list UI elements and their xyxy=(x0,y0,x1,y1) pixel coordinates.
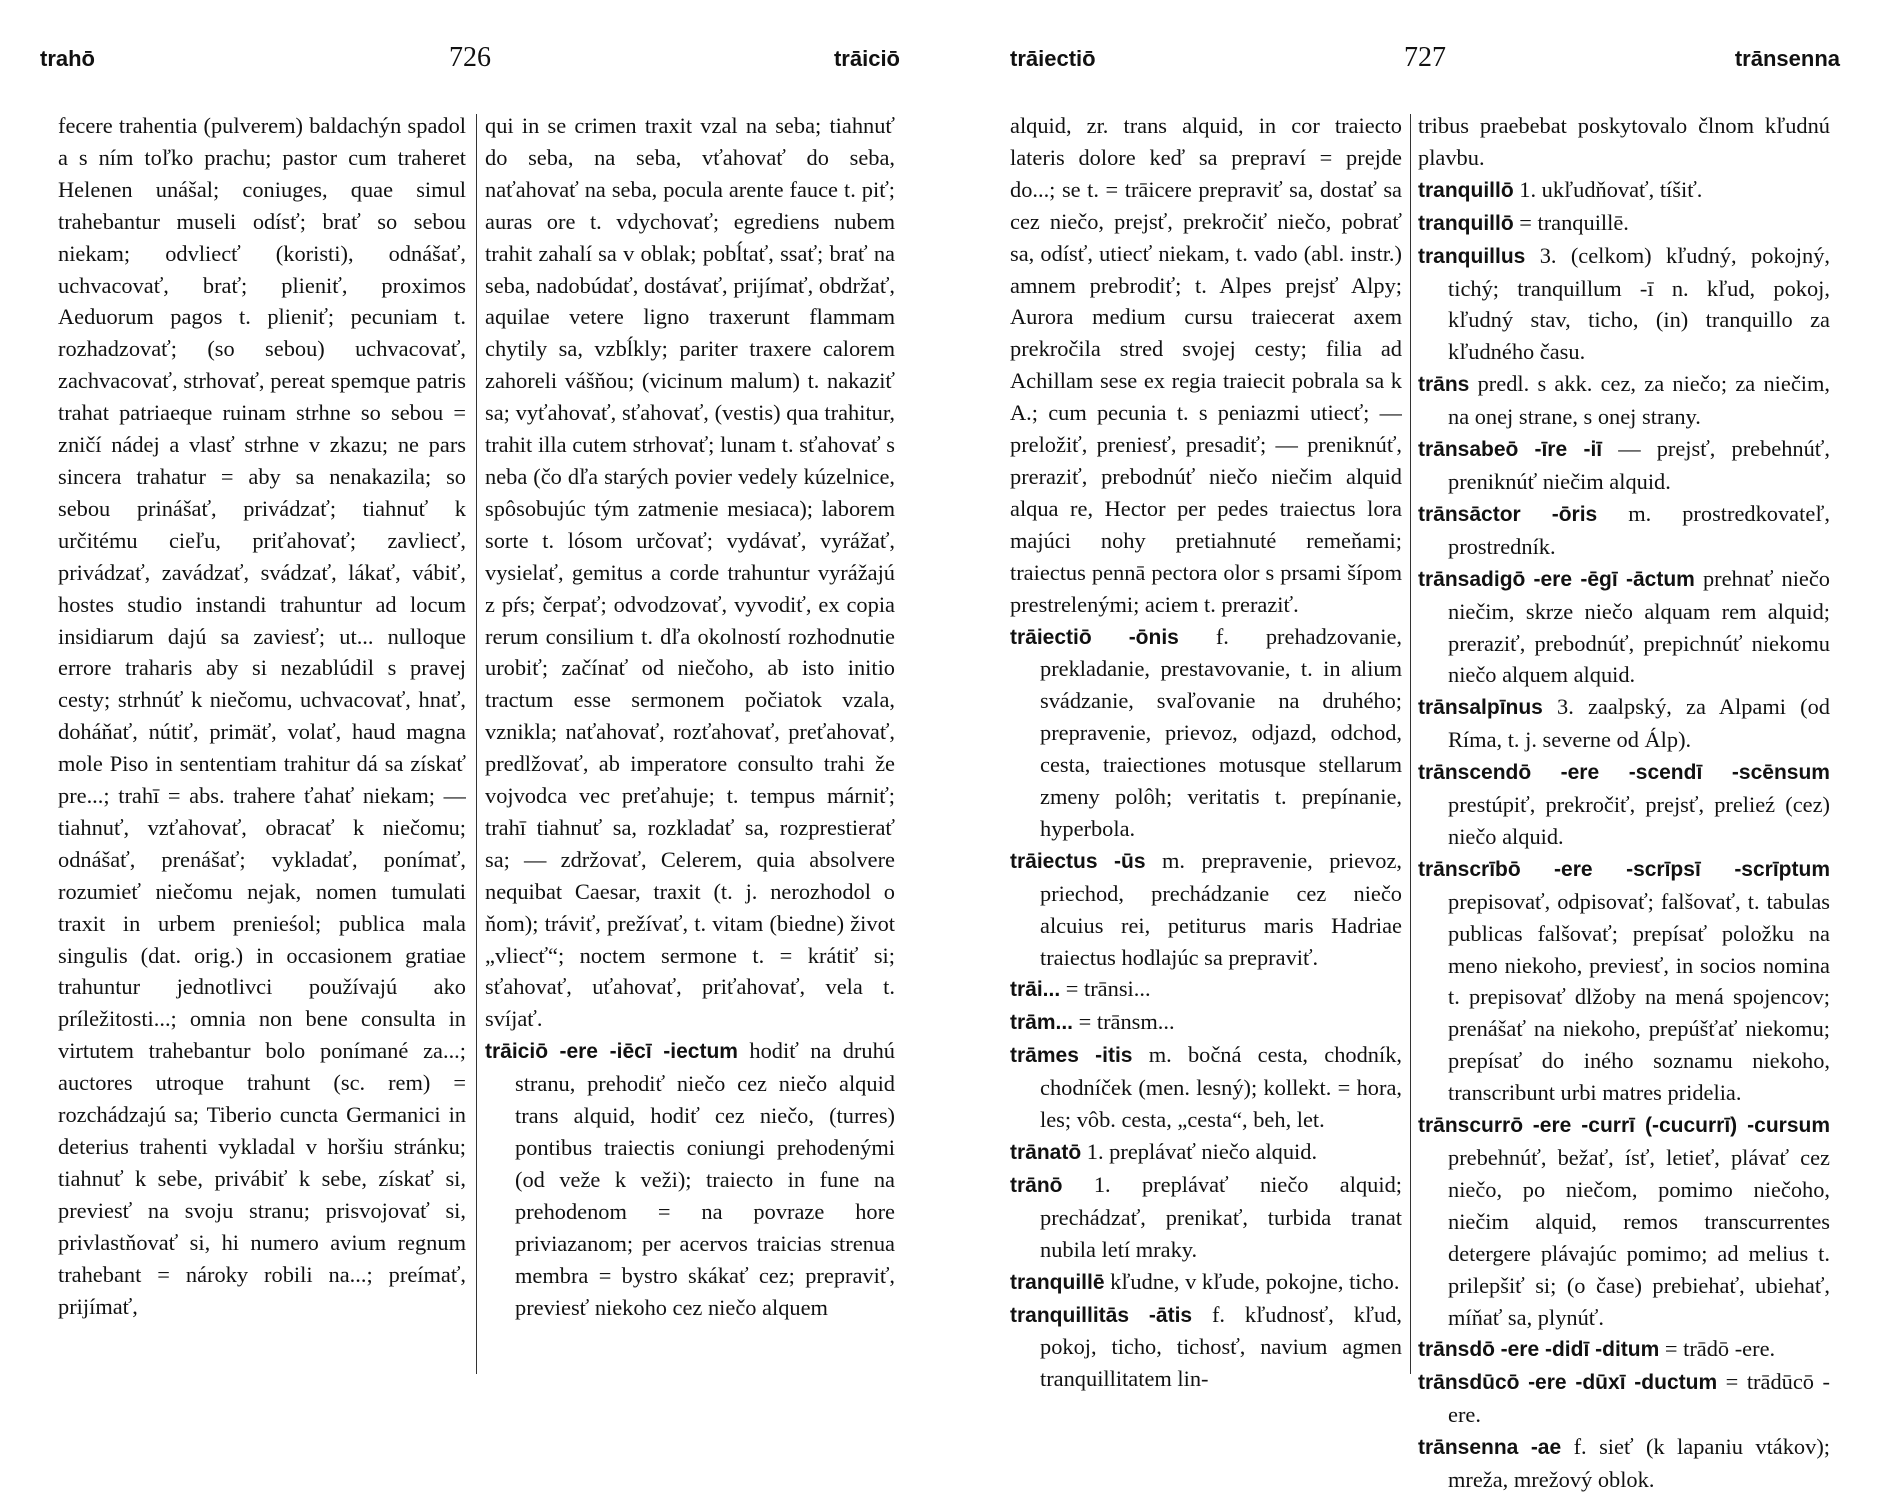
entry-inflection: -ūs xyxy=(1114,849,1146,873)
entry-inflection: -ōris xyxy=(1551,502,1598,526)
entry-headword: tranquillus xyxy=(1418,244,1526,268)
entry-inflection: -ere -currī (-cucurrī) -cursum xyxy=(1532,1114,1830,1138)
entry-definition: predl. s akk. cez, za niečo; za niečim, na onej strane, s onej strany. xyxy=(1448,371,1830,430)
entry-headword: trāmes xyxy=(1010,1044,1079,1068)
entry-headword: trānsadigō xyxy=(1418,567,1526,591)
entry-headword: trānsdūcō xyxy=(1418,1371,1520,1395)
entry-definition: hodiť na druhú stranu, prehodiť niečo cez niečo alquid trans alquid, hodiť cez niečo, (turres) pontibus traiectis coniungi prehodenými (od veže k veži); traiecto in fune na prehodenom = na povraze hore priviazanom; per acervos traicias strenua membra = bystro skákať cez; prepraviť, previesť niekoho cez niečo alquem xyxy=(515,1038,895,1320)
entry-inflection: -ere -ēgī -āctum xyxy=(1533,567,1695,591)
dictionary-entry xyxy=(485,1035,895,1323)
right-page-column-1 xyxy=(1010,110,1402,1395)
dictionary-entry xyxy=(1010,1039,1402,1136)
entry-definition: 3. zaalpský, za Alpami (od Ríma, t. j. severne od Álp). xyxy=(1448,694,1830,753)
entry-headword: trānō xyxy=(1010,1173,1063,1197)
entry-definition: 3. (celkom) kľudný, pokojný, tichý; tranquillum -ī n. kľud, pokoj, kľudný stav, ticho, (in) tranquillo za kľudného času. xyxy=(1448,242,1830,365)
entry-headword: trānsāctor xyxy=(1418,502,1521,526)
right-guide-word-last: trānsenna xyxy=(1734,46,1840,71)
dictionary-entry xyxy=(1418,563,1830,692)
dictionary-entry xyxy=(1010,1299,1402,1396)
entry-definition: fecere trahentia (pulverem) baldachýn spadol a s ním toľko prachu; pastor cum traheret Helenen unášal; coniuges, quae simul trahebantur museli odísť; brať so sebou niekam; odvliecť (koristi), odnášať, uchvacovať, brať; plieniť, proximos Aeduorum pagos t. plieniť; pecuniam t. rozhadzovať; (so sebou) uchvacovať, zachvacovať, strhovať, pereat spemque patris trahat patriaeque ruinam strhne so sebou = zničí nádej a vlasť strhne v zkazu; ne pars sincera trahatur = aby sa nenakazila; so sebou prinášať, privádzať; tiahnuť k určitému cieľu, priťahovať; zavliecť, privádzať, zavádzať, svádzať, lákať, vábiť, hostes studio instandi trahuntur ad locum insidiarum dajú sa zaviesť; ut... nulloque errore traharis aby si nezablúdil s pravej cesty; strhnúť k niečomu, uchvacovať, hnať, doháňať, nútiť, primäť, volať, haud magna mole Piso in sententiam trahitur dá sa získať pre...; trahī = abs. trahere ťahať niekam; — tiahnuť, vzťahovať, obracať k niečomu; odnášať, prenášať; vykladať, ponímať, rozumieť niečomu nejak, nomen tumulati traxit in urbem prenieśol; publica mala singulis (dat. orig.) in occasionem gratiae trahuntur jednotlivci používajú ako príležitosti...; omnia non bene consulta in virtutem trahebantur bolo ponímané za...; auctores utroque trahunt (sc. rem) = rozchádzajú sa; Tiberio cuncta Germanici in deterius trahenti vykladal v horšiu stránku; tiahnuť k sebe, privábiť k sebe, získať si, previesť na svoju stranu; prisvojovať si, privlastňovať si, hi numero avium regnum trahebant = nároky robili na...; preímať, prijímať, xyxy=(58,113,466,1319)
entry-headword: trāns xyxy=(1418,373,1470,397)
entry-definition: = trādūcō -ere. xyxy=(1448,1369,1830,1428)
entry-continuation xyxy=(1418,110,1830,174)
dictionary-entry xyxy=(1418,1109,1830,1333)
right-running-head xyxy=(1010,42,1840,86)
entry-definition: f. kľudnosť, kľud, pokoj, ticho, tichosť, navium agmen tranquillitatem lin- xyxy=(1040,1301,1402,1392)
dictionary-entry xyxy=(1010,1136,1402,1169)
entry-definition: f. sieť (k lapaniu vtákov); mreža, mrežový oblok. xyxy=(1448,1434,1830,1493)
left-guide-word-last: trāiciō xyxy=(833,46,900,71)
entry-inflection: -ere -scrīpsī -scrīptum xyxy=(1554,857,1830,881)
left-page-number: 726 xyxy=(449,42,491,73)
dictionary-entry xyxy=(1010,1006,1402,1039)
entry-definition: = tranquillē. xyxy=(1513,209,1629,235)
entry-headword: tranquillō xyxy=(1418,211,1514,235)
entry-inflection: -ae xyxy=(1530,1436,1562,1460)
entry-definition: alquid, zr. trans alquid, in cor traiecto lateris dolore keď sa prepraví = prejde do...; se t. = trāicere prepraviť sa, dostať sa cez niečo, prejsť, prekročiť niečo, pobrať sa, odísť, utiecť niekam, t. vado (abl. instr.) amnem prebrodiť; t. Alpes prejsť Alpy; Aurora medium cursu traiecerat axem prekročila stred svojej cesty; filia ad Achillam sese ex regia traiecit pobrala sa k A.; cum pecunia t. s peniazmi utiecť; — preložiť, preniesť, presadiť; — preniknúť, preraziť, prebodnúť niečo niečim alquid alqua re, Hector per pedes traiectus lora majúci nohy pretiahnuté remeňami; traiectus pennā pectora olor s prsami šípom prestrelenými; aciem t. preraziť. xyxy=(1010,113,1402,617)
entry-headword: trānatō xyxy=(1010,1141,1082,1164)
entry-definition: prebehnúť, bežať, ísť, letieť, plávať cez niečo, po niečom, pomimo niečoho, niečim alquid, remos transcurrentes detergere plávajúc pomimo; ad melius t. prilepšiť si; (o čase) prebiehať, ubiehať, míňať sa, plynúť. xyxy=(1448,1145,1830,1330)
entry-definition: m. bočná cesta, chodník, chodníček (men. lesný); kollekt. = hora, les; vôb. cesta, „cesta“, beh, let. xyxy=(1040,1042,1402,1133)
entry-headword: tranquillitās xyxy=(1010,1303,1130,1327)
entry-inflection: -ōnis xyxy=(1128,625,1179,649)
dictionary-entry xyxy=(1418,368,1830,433)
entry-headword: tranquillē xyxy=(1010,1270,1105,1294)
entry-headword: trānsenna xyxy=(1418,1436,1519,1460)
dictionary-entry xyxy=(1418,498,1830,563)
entry-inflection: -ere -scendī -scēnsum xyxy=(1560,761,1830,785)
dictionary-entry xyxy=(1418,691,1830,756)
entry-definition: m. prepravenie, prievoz, priechod, prechádzanie cez niečo alcuius rei, petiturus maris Hadriae traiectus hodlajúc sa prepraviť. xyxy=(1040,847,1402,970)
dictionary-entry xyxy=(1418,1431,1830,1496)
left-guide-word-first: trahō xyxy=(40,46,95,71)
entry-definition: m. prostredkovateľ, prostredník. xyxy=(1448,500,1830,559)
entry-definition: 1. preplávať niečo alquid. xyxy=(1081,1139,1318,1164)
entry-definition: prepisovať, odpisovať; falšovať, t. tabulas publicas falšovať; prepísať položku na meno niekoho, previesť, in socios nomina t. prepisovať dlžoby na mená spojencov; prenášať na niekoho, prepúšťať niekomu; prepísať do iného soznamu niekoho, transcribunt urbi matres pridelia. xyxy=(1448,888,1830,1106)
entry-inflection: -ere -dūxī -ductum xyxy=(1528,1371,1718,1395)
left-page-column-1 xyxy=(58,110,466,1322)
entry-headword: trānscurrō xyxy=(1418,1114,1524,1138)
entry-headword: trāiciō xyxy=(485,1040,549,1064)
dictionary-entry xyxy=(1010,1169,1402,1266)
right-page xyxy=(990,0,1888,1500)
entry-headword: trānscrībō xyxy=(1418,857,1521,881)
entry-headword: trāi... xyxy=(1010,978,1061,1002)
dictionary-entry xyxy=(1418,174,1830,207)
entry-headword: trānscendō xyxy=(1418,761,1532,785)
dictionary-entry xyxy=(1010,973,1402,1006)
dictionary-entry xyxy=(1418,207,1830,240)
dictionary-entry xyxy=(1010,845,1402,974)
entry-inflection: -īre -iī xyxy=(1534,438,1603,462)
entry-continuation xyxy=(1010,110,1402,621)
entry-definition: prehnať niečo niečim, skrze niečo alquam rem alquid; preraziť, prebodnúť, prepichnúť niekomu niečo alquem alquid. xyxy=(1448,565,1830,688)
left-page xyxy=(0,0,930,1500)
entry-definition: f. prehadzovanie, prekladanie, prestavovanie, t. in alium svádzanie, svaľovanie na druhého; prepravenie, prievoz, odjazd, odchod, cesta, traiectiones motusque stellarum zmeny polôh; veritatis t. prepínanie, hyperbola. xyxy=(1040,623,1402,841)
entry-definition: = trādō -ere. xyxy=(1659,1336,1776,1362)
right-guide-word-first: trāiectiō xyxy=(1010,46,1096,71)
entry-headword: trānsabeō xyxy=(1418,438,1519,462)
column-divider xyxy=(1410,114,1411,1374)
dictionary-entry xyxy=(1418,433,1830,498)
entry-headword: tranquillō xyxy=(1418,178,1514,202)
dictionary-entry xyxy=(1418,1333,1830,1366)
entry-definition: prestúpiť, prekročiť, prejsť, prelieź (cez) niečo alquid. xyxy=(1448,792,1830,849)
entry-headword: trāiectus xyxy=(1010,849,1098,873)
entry-definition: = trānsi... xyxy=(1060,976,1151,1002)
entry-definition: 1. ukľudňovať, tíšiť. xyxy=(1513,176,1703,202)
entry-headword: trām... xyxy=(1010,1011,1074,1035)
entry-inflection: -itis xyxy=(1095,1044,1133,1068)
entry-definition: kľudne, v kľude, pokojne, ticho. xyxy=(1104,1268,1400,1294)
left-running-head xyxy=(40,42,900,86)
column-divider xyxy=(476,114,477,1374)
entry-definition: qui in se crimen traxit vzal na seba; tiahnuť do seba, na seba, vťahovať do seba, naťahovať na seba, pocula arente fauce t. piť; auras ore t. vdychovať; egrediens nubem trahit zahalí sa v oblak; pobĺtať, ssať; brať na seba, nadobúdať, dostávať, prijímať, obdržať, aquilae vetere ligno traxerunt flammam chytily sa, vzbĺkly; pariter traxere calorem zahoreli vášňou; (vicinum malum) t. nakaziť sa; vyťahovať, sťahovať, (vestis) qua trahitur, trahit illa cutem strhovať; lunam t. sťahovať s neba (čo dľa starých povier vedely kúzelnice, spôsobujúc tým zatmenie mesiaca); laborem sorte t. lósom určovať; vydávať, vyrážať, vysielať, gemitus a corde trahuntur vyrážajú z pŕs; čerpať; odvodzovať, vyvodiť, ex copia rerum consilium t. dľa okolností rozhodnutie urobiť; začínať od niečoho, ab isto initio tractum esse sermonem počiatok vzala, vznikla; naťahovať, rozťahovať, preťahovať, predlžovať, ab imperatore consulto trahi že vojvodca vec preťahuje; t. tempus márniť; trahī tiahnuť sa, rozkladať sa, rozprestierať sa; — zdržovať, Celerem, quia absolvere nequibat Caesar, traxit (t. j. nerozhodol o ňom); tráviť, prežívať, t. vitam (biedne) život „vliecť“; noctem sermone t. = krátiť si; sťahovať, uťahovať, priťahovať, vela t. svíjať. xyxy=(485,113,895,1032)
entry-headword: trāiectiō xyxy=(1010,625,1092,649)
entry-headword: trānsalpīnus xyxy=(1418,696,1543,720)
dictionary-entry xyxy=(1418,853,1830,1109)
entry-inflection: -ātis xyxy=(1148,1303,1193,1327)
right-page-number: 727 xyxy=(1404,42,1446,73)
dictionary-entry xyxy=(1418,1366,1830,1431)
dictionary-entry xyxy=(1010,621,1402,845)
dictionary-entry xyxy=(1010,1266,1402,1299)
entry-headword: trānsdō xyxy=(1418,1338,1496,1362)
right-page-column-2 xyxy=(1418,110,1830,1496)
entry-continuation xyxy=(58,110,466,1322)
dictionary-entry xyxy=(1418,756,1830,853)
entry-definition: tribus praebebat poskytovalo člnom kľudnú plavbu. xyxy=(1418,113,1830,170)
entry-continuation xyxy=(485,110,895,1035)
entry-inflection: -ere -didī -ditum xyxy=(1500,1338,1660,1362)
entry-inflection: -ere -iēcī -iectum xyxy=(559,1040,738,1064)
entry-definition: 1. preplávať niečo alquid; prechádzať, prenikať, turbida tranat nubila letí mraky. xyxy=(1040,1171,1402,1262)
dictionary-entry xyxy=(1418,240,1830,369)
entry-definition: = trānsm... xyxy=(1073,1009,1175,1035)
entry-definition: — prejsť, prebehnúť, preniknúť niečim alquid. xyxy=(1448,436,1830,494)
left-page-column-2 xyxy=(485,110,895,1323)
